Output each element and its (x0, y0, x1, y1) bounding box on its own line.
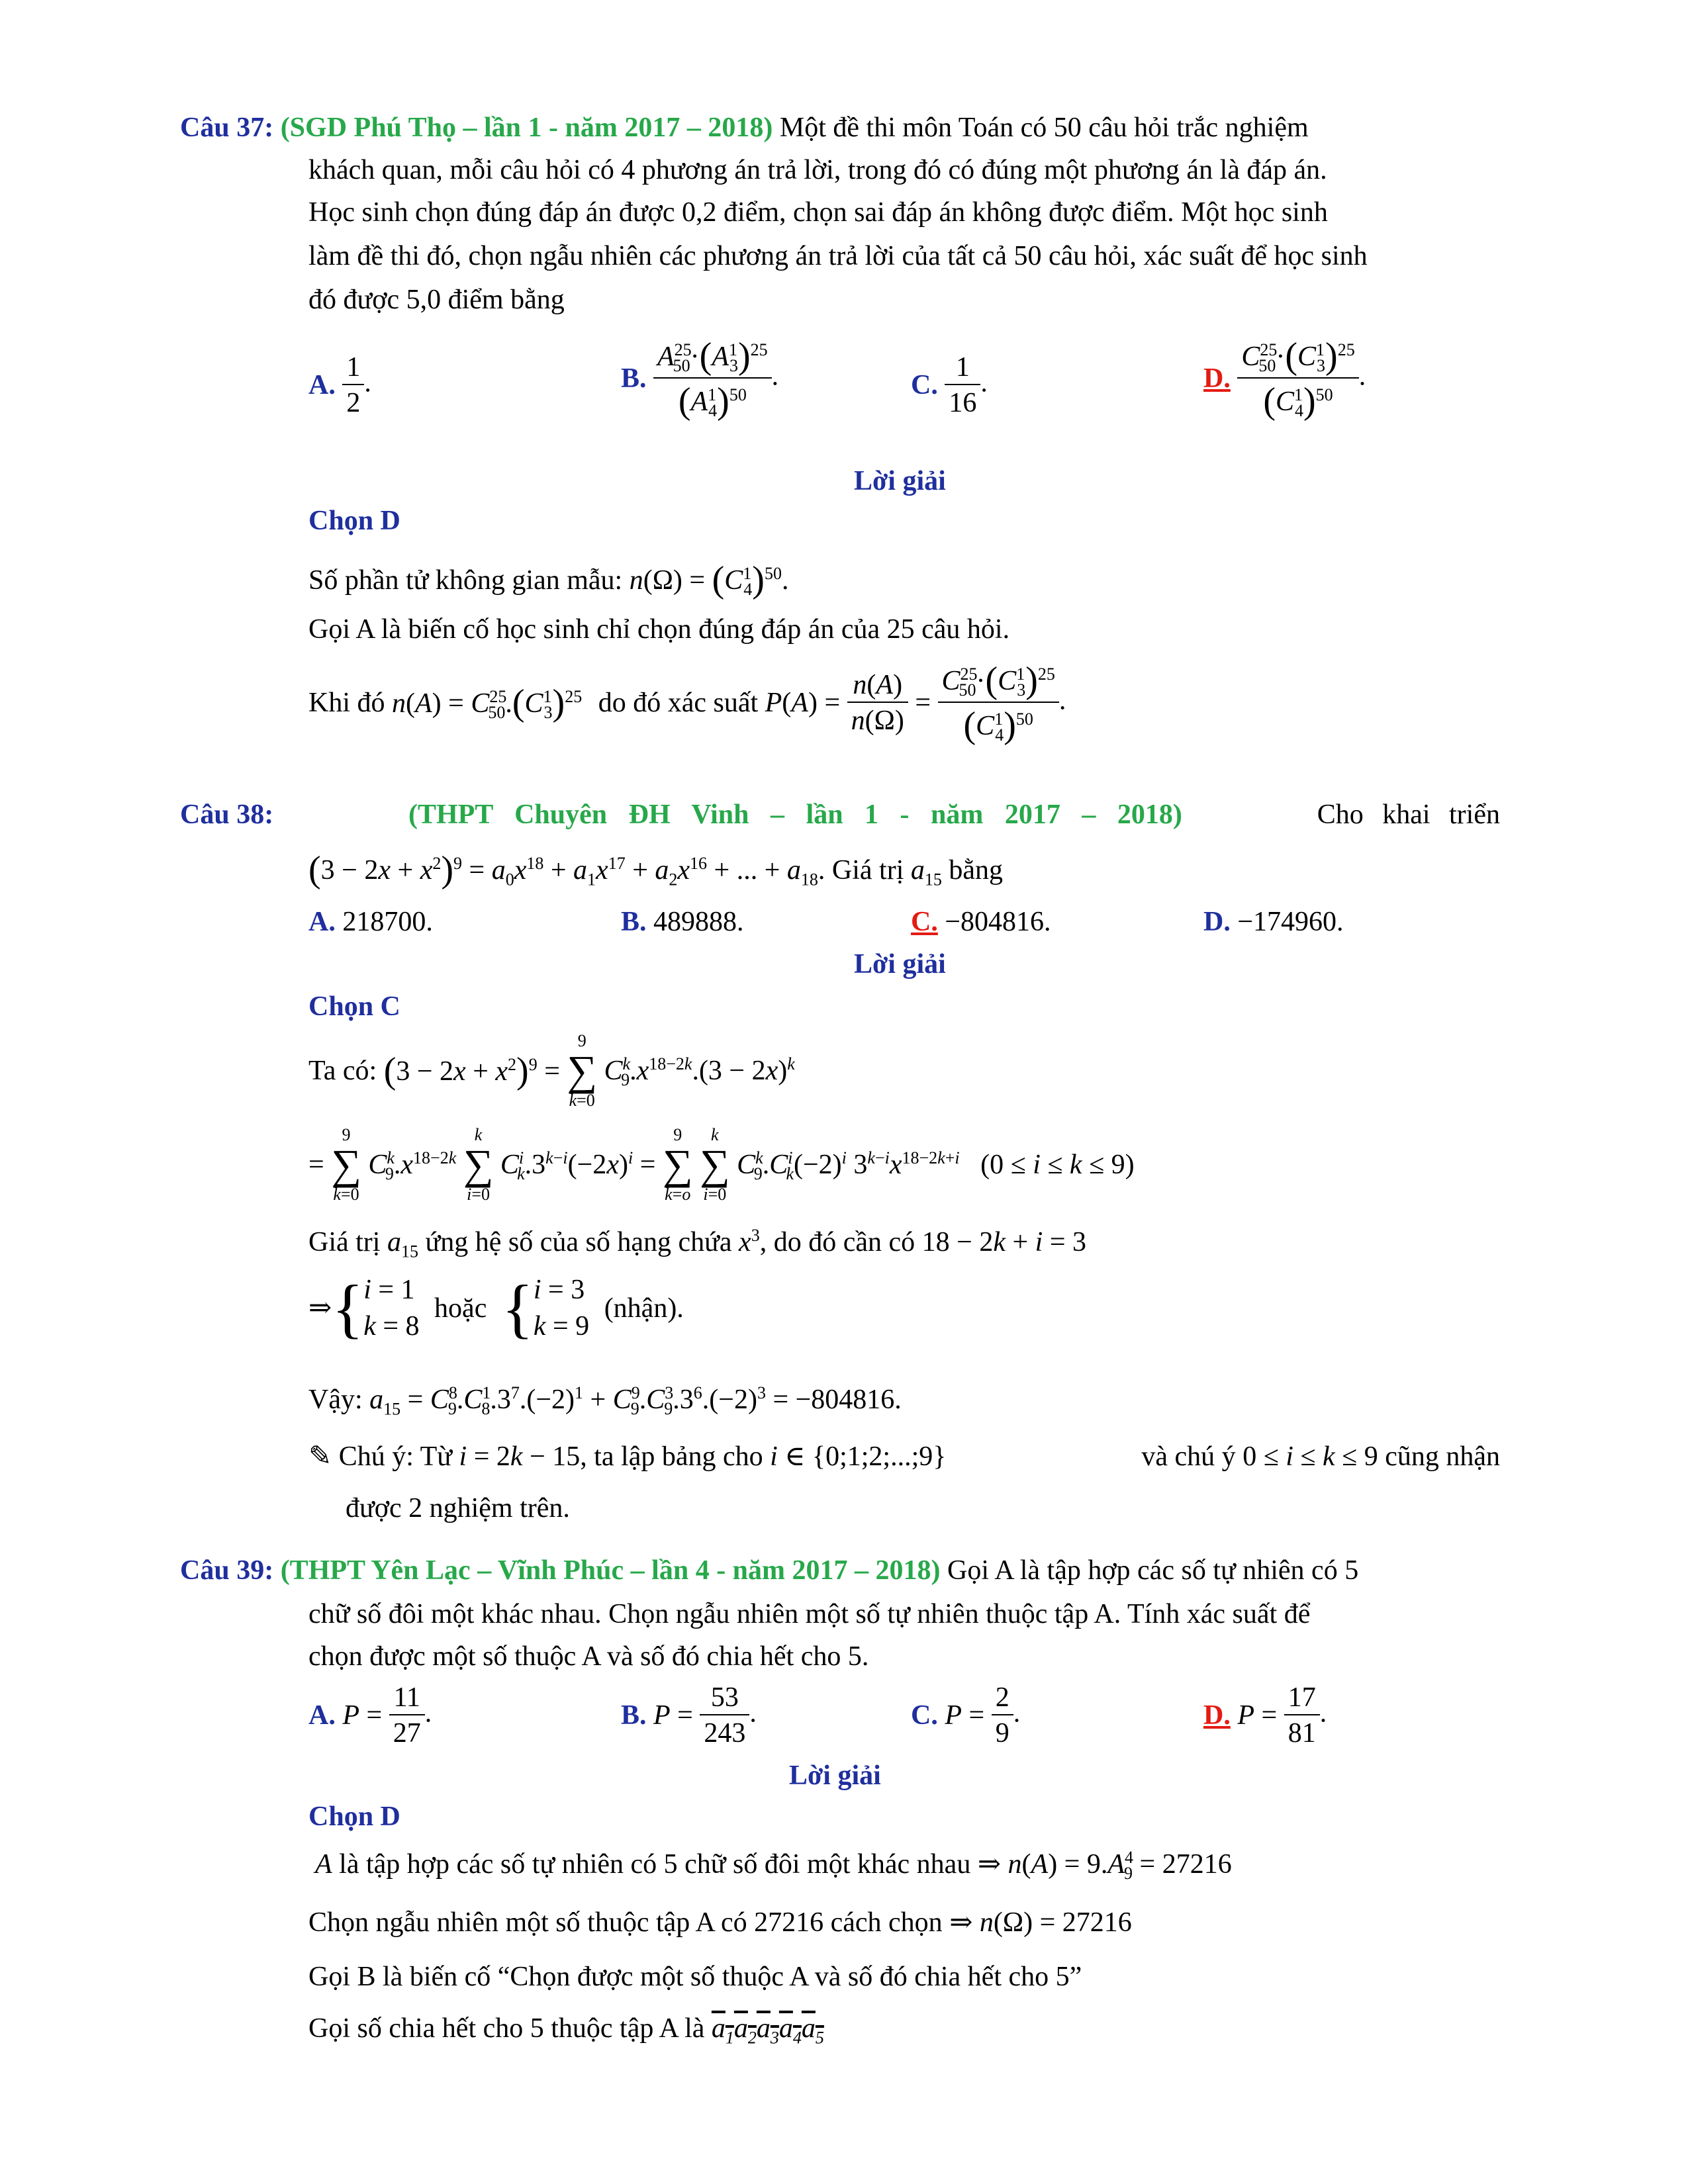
q39-sol2-text: Chọn ngẫu nhiên một số thuộc tập A có 27216 cách chọn (308, 1907, 943, 1938)
q37-solution-heading: Lời giải (854, 466, 946, 496)
q38-option-b-value: 489888. (653, 907, 744, 937)
q38-source: (THPT Chuyên ĐH Vinh – lần 1 - năm 2017 – 2018) (408, 799, 1182, 830)
q37-sol3: Khi đó $n(A) = C^{25}_{50}.(C^1_3)^{25}$ do đó xác suất P(A) = $\frac{n(A)}{n(\Omega)}$ = $\frac{C^{25}_{50}\cdot(C^1_3)^{25}}{(C^1_4)^{50}}$ . (308, 660, 1066, 746)
q39-line1 (180, 1557, 1358, 1584)
q37-text5: đó được 5,0 điểm bằng (308, 285, 565, 315)
q38-text1: Cho khai triển (1317, 799, 1500, 830)
q39-option-c-label: C. (911, 1700, 938, 1731)
q38-sol5: Vậy: $a_{15} = C^8_9.C^1_8.3^7.(-2)^1 + C^9_9.C^3_9.3^6.(-2)^3 = -804816$. (308, 1383, 902, 1419)
q38-sol3-text-a: Giá trị (308, 1227, 381, 1257)
sum-symbol: k ∑ i=0 (463, 1125, 494, 1204)
q39-option-c-value: $\frac{2}{9}$ (992, 1684, 1013, 1747)
q37-sol3-text-a: Khi đó (308, 688, 385, 718)
q39-option-b-value: $\frac{53}{243}$ (700, 1684, 749, 1747)
q38-sol2: = 9 ∑ k=0 $C^k_9.x^{18-2k}$ k ∑ i=0 $C^i_k.3^{k-i}(-2x)^i = 9$ ∑ k=o k ∑ i=0 $C^k_9.C^i_k(-2)^i$ $3^{k-i}x^{18-2k+i}$ (0 ≤ i ≤ k ≤ 9) (308, 1125, 1135, 1204)
q38-option-a-label: A. (308, 907, 336, 937)
q38-sol4: ⇒{i = 1 k = 8 hoặc {i = 3 k = 9 (nhận). (308, 1271, 684, 1345)
q39-sol2: Chọn ngẫu nhiên một số thuộc tập A có 27216 cách chọn ⇒ n(Ω) = 27216 (308, 1907, 1132, 1938)
q38-note-text-2: , ta lập bảng cho (580, 1441, 763, 1472)
q37-option-c-value: $\frac{1}{16}$ (945, 353, 980, 417)
q37-option-b-label: B. (621, 363, 647, 394)
q38-note-text-1: Chú ý: Từ (338, 1441, 453, 1472)
q39-sol1: A là tập hợp các số tự nhiên có 5 chữ số đôi một khác nhau ⇒ $n(A) = 9.A^4_9 = 27216$ (315, 1848, 1232, 1884)
q39-choice: Chọn D (308, 1801, 400, 1832)
q38-option-b-label: B. (621, 907, 647, 937)
q37-option-b[interactable]: B. $\frac{A^{25}_{50}\cdot(A^1_3)^{25}}{(A^1_4)^{50}}$ . (621, 336, 779, 422)
q38-sol5-text: Vậy: (308, 1385, 363, 1415)
q39-label: Câu 39: (180, 1555, 274, 1586)
q38-choice: Chọn C (308, 991, 400, 1022)
q39-option-a[interactable]: A. P = $\frac{11}{27}$ . (308, 1682, 432, 1749)
q37-text3: Học sinh chọn đúng đáp án được 0,2 điểm, chọn sai đáp án không được điểm. Một học sinh (308, 197, 1328, 228)
q37-text1: Một đề thi môn Toán có 50 câu hỏi trắc nghiệm (779, 113, 1309, 143)
q39-sol3: Gọi B là biến cố “Chọn được một số thuộc A và số đó chia hết cho 5” (308, 1962, 1082, 1992)
sum-symbol: 9 ∑ k=o (662, 1125, 693, 1204)
q38-option-d-label: D. (1203, 907, 1231, 937)
q39-option-b-label: B. (621, 1700, 647, 1731)
q38-option-a-value: 218700. (342, 907, 433, 937)
q39-option-d-label: D. (1203, 1700, 1231, 1731)
q38-note: ✎ Chú ý: Từ i = 2k − 15, ta lập bảng cho i ∈ {0;1;2;...;9} và chú ý 0 ≤ i ≤ k ≤ 9 cũng nhận (308, 1441, 1500, 1472)
q37-text2: khách quan, mỗi câu hỏi có 4 phương án trả lời, trong đó có đúng một phương án là đáp án. (308, 155, 1327, 185)
q37-option-a-value: $\frac{1}{2}$ (342, 353, 364, 417)
q37-option-b-value: $\frac{A^{25}_{50}\cdot(A^1_3)^{25}}{(A^1_4)^{50}}$ (653, 338, 772, 420)
q38-text2b: bằng (949, 855, 1004, 886)
q38-label: Câu 38: (180, 799, 274, 830)
q37-option-c[interactable]: C. $\frac{1}{16}$ . (911, 352, 988, 418)
q38-option-c[interactable] (911, 908, 1051, 936)
q38-text2: Giá trị (831, 855, 904, 886)
q37-source: (SGD Phú Thọ – lần 1 - năm 2017 – 2018) (280, 113, 773, 143)
q37-prob-fraction-2: $\frac{C^{25}_{50}\cdot(C^1_3)^{25}}{(C^1_4)^{50}}$ (938, 662, 1059, 744)
q38-sol3-text-b: ứng hệ số của số hạng chứa (425, 1227, 732, 1257)
q39-text3: chọn được một số thuộc A và số đó chia hết cho 5. (308, 1641, 869, 1672)
q39-source: (THPT Yên Lạc – Vĩnh Phúc – lần 4 - năm 2017 – 2018) (280, 1555, 941, 1586)
q39-option-a-value: $\frac{11}{27}$ (389, 1684, 425, 1747)
brace-icon: { (332, 1271, 364, 1345)
q37-prob-fraction-1: $\frac{n(A)}{n(\Omega)}$ (847, 671, 908, 735)
q38-sol3-text-c: , do đó cần có (759, 1227, 915, 1257)
q37-sol1-text: Số phần tử không gian mẫu: (308, 565, 623, 596)
q38-line1 (180, 801, 1500, 829)
sum-symbol: 9 ∑ k=0 (567, 1031, 597, 1110)
q38-sol3: Giá trị $a_{15}$ ứng hệ số của số hạng chứa $x^3$, do đó cần có 18 − 2k + i = 3 (308, 1226, 1087, 1261)
q38-sol4-text-b: (nhận). (604, 1293, 684, 1324)
q39-option-d[interactable]: D. P = $\frac{17}{81}$ . (1203, 1682, 1327, 1749)
q38-option-a[interactable] (308, 908, 433, 936)
q39-option-c[interactable]: C. P = $\frac{2}{9}$ . (911, 1682, 1021, 1749)
q39-option-a-label: A. (308, 1700, 336, 1731)
q38-sol1-text: Ta có: (308, 1056, 377, 1086)
q37-sol1: Số phần tử không gian mẫu: $n(\Omega) = (C^1_4)^{50}$. (308, 559, 789, 600)
pencil-icon: ✎ (308, 1441, 332, 1472)
q38-option-d-value: −174960. (1237, 907, 1344, 937)
q39-text2: chữ số đôi một khác nhau. Chọn ngẫu nhiên một số tự nhiên thuộc tập A. Tính xác suất để (308, 1599, 1311, 1629)
q37-option-d-value: $\frac{C^{25}_{50}\cdot(C^1_3)^{25}}{(C^1_4)^{50}}$ (1237, 338, 1358, 420)
q37-option-a-label: A. (308, 370, 336, 400)
q39-sol4 (308, 2013, 824, 2048)
q39-option-b[interactable]: B. P = $\frac{53}{243}$ . (621, 1682, 757, 1749)
brace-icon: { (501, 1271, 534, 1345)
q37-option-a[interactable]: A. $\frac{1}{2}$ . (308, 352, 371, 418)
q38-option-c-value: −804816. (945, 907, 1051, 937)
q39-text1: Gọi A là tập hợp các số tự nhiên có 5 (947, 1555, 1359, 1586)
q37-option-d[interactable]: D. $\frac{C^{25}_{50}\cdot(C^1_3)^{25}}{(C^1_4)^{50}}$ . (1203, 336, 1366, 422)
q38-note-text-3: và chú ý (1141, 1441, 1236, 1472)
sum-symbol: 9 ∑ k=0 (331, 1125, 361, 1204)
q38-note-text-5: được 2 nghiệm trên. (346, 1493, 570, 1524)
q39-option-d-value: $\frac{17}{81}$ (1284, 1684, 1320, 1747)
q37-option-d-label: D. (1203, 363, 1231, 394)
q37-label: Câu 37: (180, 113, 274, 143)
q37-sol2: Gọi A là biến cố học sinh chỉ chọn đúng đáp án của 25 câu hỏi. (308, 614, 1010, 645)
q39-sol4-text: Gọi số chia hết cho 5 thuộc tập A là (308, 2013, 705, 2044)
q37-text4: làm đề thi đó, chọn ngẫu nhiên các phương án trả lời của tất cả 50 câu hỏi, xác suất để học sinh (308, 241, 1368, 271)
q39-solution-heading: Lời giải (789, 1760, 881, 1791)
q38-sol4-text: hoặc (434, 1293, 487, 1324)
q38-solution-heading: Lời giải (854, 949, 946, 979)
q39-number-form: $a_1a_2a_3a_4a_5$ (711, 2013, 824, 2048)
q39-sol1-text: là tập hợp các số tự nhiên có 5 chữ số đôi một khác nhau (339, 1849, 971, 1880)
q37-option-c-label: C. (911, 370, 938, 400)
q38-option-c-label: C. (911, 907, 938, 937)
q38-line2: $(3 - 2x + x^2)^9 = a_0x^{18} + a_1x^{17} + a_2x^{16}$ + ... + $a_{18}$. Giá trị $a_{15}$ bằng (308, 849, 1004, 890)
sum-symbol: k ∑ i=0 (700, 1125, 730, 1204)
q38-note-text-4: cũng nhận (1385, 1441, 1500, 1472)
q38-option-d[interactable] (1203, 908, 1344, 936)
q37-sol3-text-b: do đó xác suất (598, 688, 759, 718)
q37-line1 (180, 114, 1309, 142)
q38-option-b[interactable] (621, 908, 744, 936)
q38-sol1: Ta có: $(3 - 2x + x^2)^9 = 9$ ∑ k=0 $C^k_9.x^{18-2k}.(3 - 2x)^k$ (308, 1031, 795, 1110)
q37-choice: Chọn D (308, 506, 400, 536)
